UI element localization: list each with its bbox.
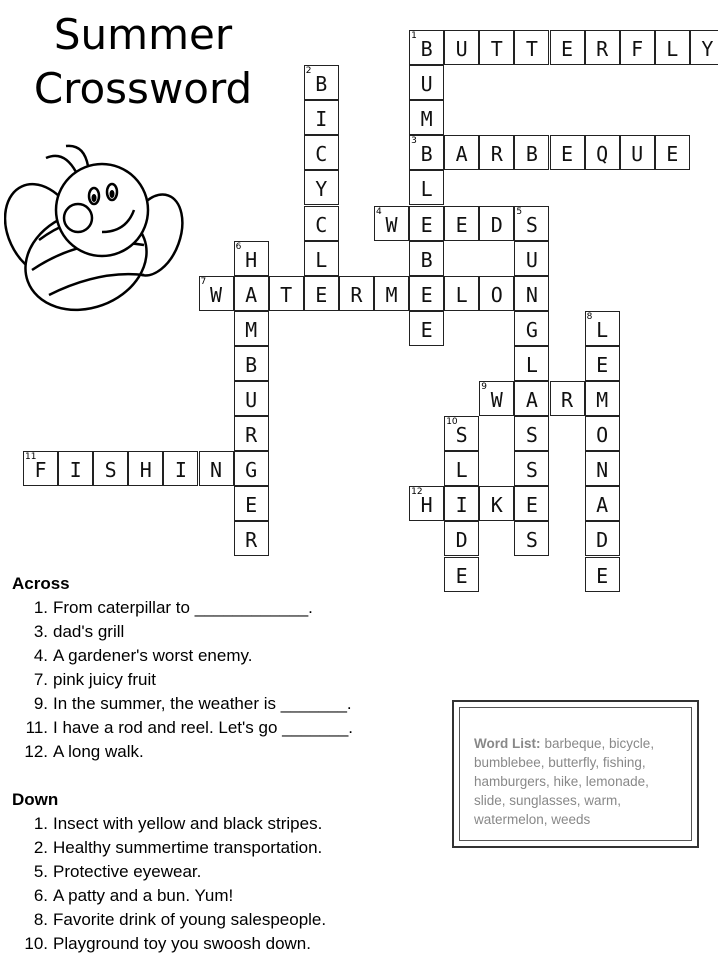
down-heading: Down [12,790,59,809]
cell-letter: S [525,458,538,483]
word-list-box [452,700,699,848]
clue-item [12,716,442,740]
cell-letter: U [245,388,258,412]
grid-cell [690,30,718,65]
cell-letter: I [455,493,468,518]
grid-cell [585,381,620,416]
cell-letter: B [420,247,433,272]
grid-cell [585,135,620,170]
clue-number: 6. [33,886,48,905]
grid-cell [479,206,514,241]
cell-letter: G [245,458,258,483]
cell-letter: W [209,282,223,307]
grid-cell [444,451,479,486]
cell-letter: O [490,282,503,307]
cell-letter: M [420,107,433,132]
cell-letter: D [455,528,468,553]
cell-letter: N [596,458,609,483]
clue-item [12,596,442,620]
grid-cell [444,557,479,592]
cell-letter: N [209,458,223,483]
clue-item [12,836,442,860]
grid-cell [409,170,444,205]
grid-cell [655,135,690,170]
grid-cell [550,135,585,170]
word-list-label: Word List: [474,736,541,751]
cell-letter: B [420,142,433,167]
grid-cell [585,486,620,521]
cell-letter: R [245,423,258,448]
cell-letter: E [455,212,468,237]
cell-number: 5 [516,206,523,217]
down-clue-list [12,812,442,956]
grid-cell [514,311,549,346]
grid-cell [234,311,269,346]
clue-text: A patty and a bun. Yum! [53,886,234,905]
word-list-words: barbeque, bicycle, bumblebee, butterfly, fishing, hamburgers, hike, lemonade, slide, sunglasses, warm, watermelon, weeds [474,736,655,827]
grid-cell [234,451,269,486]
clue-text: In the summer, the weather is _______. [53,694,352,713]
cell-letter: L [420,177,433,202]
grid-cell [234,346,269,381]
clue-item [12,812,442,836]
grid-cell [269,276,304,311]
cell-letter: T [525,37,538,61]
cell-letter: L [455,282,468,307]
cell-number: 11 [25,452,37,463]
cell-letter: T [490,37,503,61]
grid-cell [585,346,620,381]
cell-letter: Y [315,177,328,202]
cell-letter: H [420,493,433,518]
grid-cell [304,170,339,205]
grid-cell [128,451,163,486]
cell-number: 3 [411,136,417,147]
clue-item [12,668,442,692]
clue-number: 10. [24,934,48,953]
cell-letter: E [420,317,433,342]
cell-letter: F [34,458,47,483]
grid-cell [585,521,620,556]
grid-cell [374,206,409,241]
cell-letter: E [455,563,468,588]
grid-cell [409,311,444,346]
grid-cell [620,135,655,170]
grid-cell [409,135,444,170]
cell-letter: E [420,212,433,237]
cell-letter: L [525,352,538,377]
grid-cell [514,381,549,416]
cell-letter: E [560,142,574,167]
cell-letter: I [69,458,82,483]
cell-letter: Q [596,142,609,167]
cell-letter: E [666,142,679,167]
clue-text: Healthy summertime transportation. [53,838,323,857]
grid-cell [304,276,339,311]
cell-letter: R [596,37,609,61]
title-line-2: Crossword [33,64,253,113]
clue-text: A long walk. [53,742,144,761]
title-line-1: Summer [53,10,233,59]
cell-letter: M [245,317,258,342]
grid-cell [409,276,444,311]
grid-cell [234,276,269,311]
cell-letter: E [525,493,538,518]
grid-cell [199,276,234,311]
cell-letter: L [596,317,609,342]
clue-number: 1. [33,814,48,833]
grid-cell [479,276,514,311]
clue-item [12,644,442,668]
grid-cell [23,451,58,486]
cell-letter: U [525,247,538,272]
grid-cell [304,65,339,100]
cell-letter: D [596,528,609,553]
grid-cell [93,451,128,486]
word-list-inner [459,707,692,841]
grid-cell [444,486,479,521]
grid-cell [514,206,549,241]
grid-cell [339,276,374,311]
cell-letter: O [596,423,609,448]
clue-number: 11. [25,718,48,737]
cell-letter: L [455,458,468,483]
clue-text: pink juicy fruit [53,670,156,689]
clue-item [12,740,442,764]
grid-cell [514,416,549,451]
cell-letter: E [420,282,433,307]
cell-letter: E [245,493,258,518]
grid-cell [479,381,514,416]
grid-cell [655,30,690,65]
cell-letter: N [525,282,538,307]
cell-letter: B [420,37,433,61]
cell-letter: B [315,72,328,97]
cell-letter: A [455,142,468,167]
grid-cell [514,276,549,311]
cell-letter: R [245,528,258,553]
grid-cell [444,206,479,241]
grid-cell [234,241,269,276]
cell-letter: A [525,388,538,412]
cell-letter: C [315,212,328,237]
cell-letter: R [350,282,363,307]
cell-letter: T [280,282,293,307]
cell-letter: U [631,142,644,167]
grid-cell [234,486,269,521]
grid-cell [444,30,479,65]
cell-number: 12 [411,487,423,498]
grid-cell [479,30,514,65]
grid-cell [58,451,93,486]
cell-letter: G [525,317,538,342]
clue-number: 3. [33,622,48,641]
cell-number: 8 [586,311,593,322]
grid-cell [409,241,444,276]
grid-cell [444,135,479,170]
clue-item [12,860,442,884]
clue-text: Protective eyewear. [53,862,202,881]
grid-cell [304,206,339,241]
clue-item [12,908,442,932]
clue-item [12,932,442,956]
across-heading: Across [12,574,70,593]
grid-cell [550,30,585,65]
clue-number: 1. [33,598,48,617]
cell-letter: A [245,282,258,307]
grid-cell [585,416,620,451]
cell-letter: C [315,142,328,167]
clue-number: 7. [33,670,48,689]
cell-number: 4 [376,206,382,217]
cell-letter: M [385,282,398,307]
clue-text: I have a rod and reel. Let's go _______. [53,718,354,737]
cell-letter: S [525,528,538,553]
clue-number: 8. [33,910,48,929]
cell-letter: E [315,282,328,307]
cell-letter: E [560,37,574,61]
grid-cell [374,276,409,311]
cell-letter: A [596,493,609,518]
grid-cell [514,486,549,521]
clue-number: 5. [33,862,48,881]
grid-cell [409,206,444,241]
grid-cell [514,346,549,381]
clue-item [12,884,442,908]
cell-letter: H [139,458,152,483]
grid-cell [514,451,549,486]
cell-letter: R [490,142,503,167]
clue-text: A gardener's worst enemy. [53,646,253,665]
grid-cell [409,65,444,100]
clue-item [12,620,442,644]
cell-number: 6 [235,241,242,252]
cell-number: 7 [200,276,207,287]
grid-cell [479,486,514,521]
cell-letter: U [455,37,468,61]
clue-number: 2. [33,838,48,857]
grid-cell [514,521,549,556]
grid-cell [234,521,269,556]
cell-number: 9 [481,382,488,392]
cell-letter: S [455,423,468,448]
grid-cell [409,100,444,135]
cell-letter: W [490,388,503,412]
grid-cell [409,30,444,65]
cell-number: 1 [411,31,417,41]
grid-cell [234,416,269,451]
cell-letter: L [666,37,679,61]
clue-text: Insect with yellow and black stripes. [53,814,323,833]
cell-letter: W [385,212,398,237]
cell-letter: I [174,458,187,483]
cell-letter: L [315,247,328,272]
clue-text: Favorite drink of young salespeople. [53,910,327,929]
grid-cell [304,100,339,135]
cell-number: 10 [446,417,458,428]
clue-number: 4. [33,646,48,665]
clue-item [12,692,442,716]
grid-cell [550,381,585,416]
cell-letter: I [315,107,328,132]
clue-number: 9. [33,694,48,713]
grid-cell [479,135,514,170]
grid-cell [199,451,234,486]
cell-letter: B [525,142,538,167]
cell-letter: K [490,493,503,518]
cell-letter: F [631,37,644,61]
cell-letter: S [104,458,117,483]
cell-letter: U [420,72,433,97]
cell-letter: S [525,423,538,448]
cell-number: 2 [305,66,312,77]
grid-cell [585,557,620,592]
clue-text: From caterpillar to ____________. [53,598,313,617]
cell-letter: R [560,388,574,412]
grid-cell [620,30,655,65]
across-clue-list [12,596,442,764]
cell-letter: E [596,352,609,377]
grid-cell [585,451,620,486]
cell-letter: Y [701,37,714,61]
grid-cell [304,241,339,276]
clue-number: 12. [24,742,48,761]
cell-letter: H [245,247,258,272]
grid-cell [234,381,269,416]
cell-letter: B [245,352,258,377]
clues-panel [12,572,442,956]
grid-cell [444,276,479,311]
grid-cell [585,30,620,65]
grid-cell [444,416,479,451]
clue-text: dad's grill [53,622,125,641]
cell-letter: M [596,388,609,412]
grid-cell [514,241,549,276]
cell-letter: S [525,212,538,237]
grid-cell [444,521,479,556]
grid-cell [409,486,444,521]
clue-text: Playground toy you swoosh down. [53,934,311,953]
grid-cell [514,30,549,65]
cell-letter: E [596,563,609,588]
grid-cell [585,311,620,346]
grid-cell [304,135,339,170]
grid-cell [163,451,198,486]
cell-letter: D [490,212,503,237]
grid-cell [514,135,549,170]
